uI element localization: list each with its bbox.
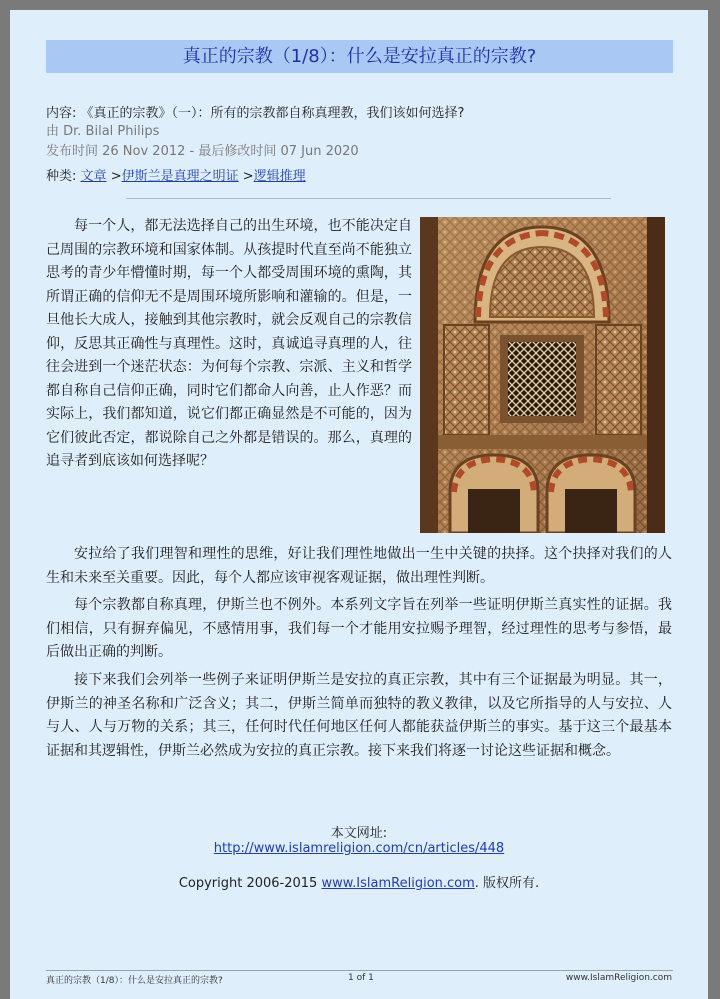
source-url-container [10,841,708,856]
footer-site: www.IslamReligion.com [565,973,672,983]
category-link-articles[interactable]: 文章 [80,169,107,184]
footer-title: 真正的宗教（1/8）：什么是安拉真正的宗教? [46,976,223,986]
copyright-notice [10,872,708,891]
breadcrumb [46,167,306,187]
paragraph-3: 每个宗教都自称真理，伊斯兰也不例外。本系列文字旨在列举一些证明伊斯兰真实性的证据。我们相信，只有摒弃偏见，不感情用事，我们每一个才能用安拉赐予理智，经过理性的思考与参悟，最后做出正确的判断。 [46,597,672,660]
paragraph-2: 安拉给了我们理智和理性的思维，好让我们理性地做出一生中关键的抉择。这个抉择对我们的人生和未来至关重要。因此，每个人都应该审视客观证据，做出理性判断。 [46,546,672,586]
divider [126,198,611,199]
breadcrumb-separator: > [110,169,122,184]
article-author: 由 Dr. Bilal Philips [46,124,160,139]
article-dates: 发布时间 26 Nov 2012 - 最后修改时间 07 Jun 2020 [46,144,359,159]
category-label: 种类: [46,169,77,184]
page-title: 真正的宗教（1/8）：什么是安拉真正的宗教? [46,40,673,73]
page-number: 1 of 1 [348,973,374,983]
paragraph-4: 接下来我们会列举一些例子来证明伊斯兰是安拉的真正宗教，其中有三个证据最为明显。其一，伊斯兰的神圣名称和广泛含义；其二，伊斯兰简单而独特的教义教律，以及它所指导的人与安拉、人与人、人与万物的关系；其三，任何时代任何地区任何人都能获益伊斯兰的事实。基于这三个最基本证据和其逻辑性，伊斯兰必然成为安拉的真正宗教。接下来我们将逐一讨论这些证据和概念。 [46,672,672,759]
category-link-proof[interactable]: 伊斯兰是真理之明证 [121,169,239,184]
copyright-prefix: Copyright 2006-2015 [178,876,322,891]
source-url-link[interactable]: http://www.islamreligion.com/cn/articles/448 [213,841,505,856]
footer-divider [46,970,673,971]
paragraph-1: 每一个人，都无法选择自己的出生环境，也不能决定自己周围的宗教环境和国家体制。从孩提时代直至尚不能独立思考的青少年懵懂时期，每一个人都受周围环境的熏陶，其所谓正确的信仰无不是周围环境所影响和灌输的。但是，一旦他长大成人，接触到其他宗教时，就会反观自己的宗教信仰，反思其正确性与真理性。这时，真诚追寻真理的人，往往会进到一个迷茫状态：为何每个宗教、宗派、主义和哲学都自称自己信仰正确，同时它们都命人向善，止人作恶？而实际上，我们都知道，说它们都正确显然是不可能的，因为它们彼此否定，都说除自己之外都是错误的。那么，真理的追寻者到底该如何选择呢？ [46,218,412,469]
article-summary: 内容: 《真正的宗教》（一）：所有的宗教都自称真理教，我们该如何选择? [46,106,465,121]
copyright-site-link[interactable]: www.IslamReligion.com [321,876,475,891]
copyright-suffix: . 版权所有. [474,876,540,891]
mosque-arch-image [420,217,665,533]
category-link-logic[interactable]: 逻辑推理 [253,169,306,184]
source-label: 本文网址: [330,826,388,841]
breadcrumb-separator: > [242,169,254,184]
document-page [10,10,708,999]
